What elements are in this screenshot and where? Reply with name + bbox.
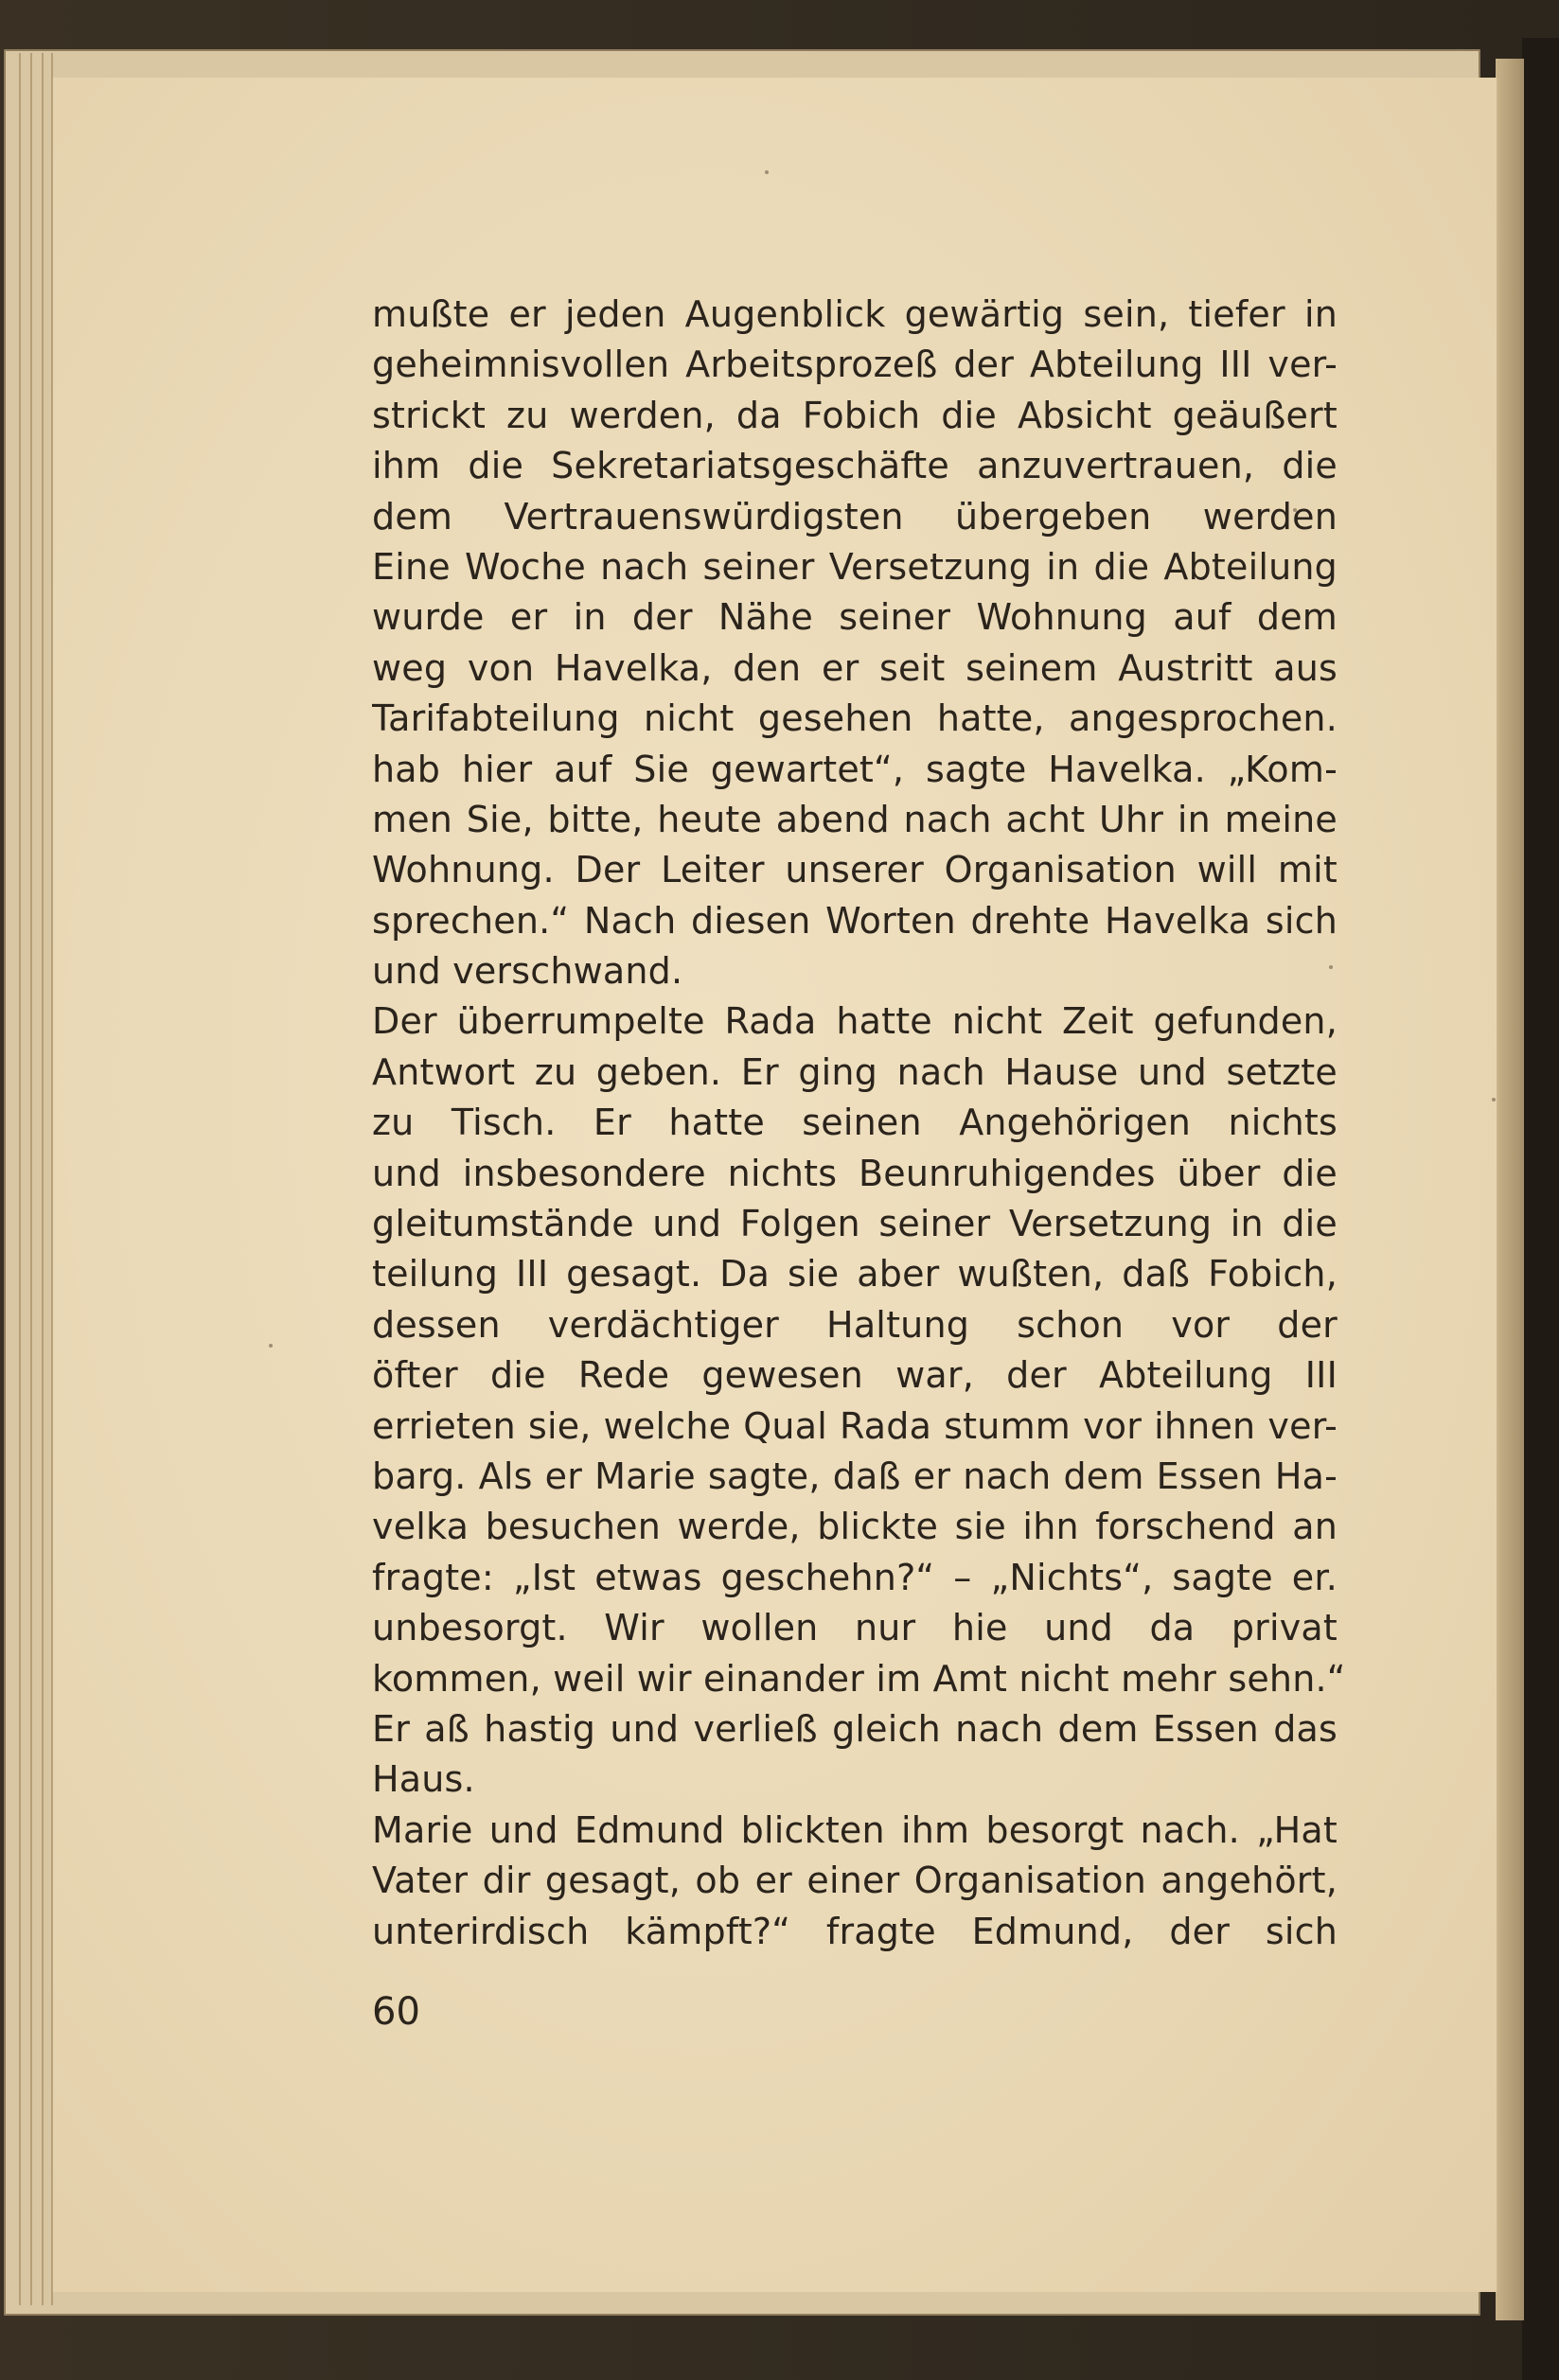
- page-right-edge: [1496, 59, 1524, 2320]
- page-edge: [42, 53, 53, 2305]
- text-line: strickt zu werden, da Fobich die Absicht geäußert: [372, 394, 1338, 436]
- text-line: fragte: „Ist etwas geschehn?“ – „Nichts“, sagte er.: [372, 1556, 1338, 1598]
- paper-speck: [765, 170, 769, 174]
- text-line: hab hier auf Sie gewartet“, sagte Havelka. „Kom-: [372, 748, 1338, 790]
- book-shadow: [1522, 38, 1559, 2380]
- text-line: Der überrumpelte Rada hatte nicht Zeit gefunden,: [372, 1000, 1338, 1043]
- text-line: wurde er in der Nähe seiner Wohnung auf dem: [372, 596, 1338, 639]
- text-line: weg von Havelka, den er seit seinem Austritt aus: [372, 646, 1338, 689]
- text-line: und verschwand.: [372, 950, 683, 993]
- text-line: Tarifabteilung nicht gesehen hatte, angesprochen.: [372, 697, 1338, 740]
- text-line: dessen verdächtiger Haltung schon vor der: [372, 1303, 1338, 1346]
- text-line: Vater dir gesagt, ob er einer Organisation angehört,: [372, 1860, 1338, 1902]
- page-edge: [21, 53, 32, 2305]
- text-line: mußte er jeden Augenblick gewärtig sein, tiefer in: [372, 293, 1338, 335]
- text-line: Antwort zu geben. Er ging nach Hause und setzte: [372, 1050, 1338, 1093]
- text-line: barg. Als er Marie sagte, daß er nach dem Essen Ha-: [372, 1454, 1338, 1497]
- text-line: und insbesondere nichts Beunruhigendes über die: [372, 1152, 1338, 1194]
- page-edge: [9, 53, 21, 2305]
- text-line: unterirdisch kämpft?“ fragte Edmund, der sich: [372, 1910, 1338, 1952]
- text-line: teilung III gesagt. Da sie aber wußten, daß Fobich,: [372, 1253, 1338, 1296]
- paper-speck: [1492, 1098, 1496, 1102]
- text-line: sprechen.“ Nach diesen Worten drehte Havelka sich: [372, 899, 1338, 942]
- text-line: errieten sie, welche Qual Rada stumm vor ihnen ver-: [372, 1404, 1338, 1447]
- text-line: geheimnisvollen Arbeitsprozeß der Abteilung III ver-: [372, 344, 1338, 386]
- text-line: Er aß hastig und verließ gleich nach dem Essen das: [372, 1707, 1338, 1750]
- text-line: men Sie, bitte, heute abend nach acht Uhr in meine: [372, 798, 1338, 840]
- paper-speck: [269, 1344, 273, 1348]
- text-line: Haus.: [372, 1758, 475, 1801]
- text-line: dem Vertrauenswürdigsten übergeben werden: [372, 495, 1338, 538]
- text-line: Wohnung. Der Leiter unserer Organisation will mit: [372, 849, 1338, 891]
- page-number: 60: [372, 1990, 420, 2034]
- text-line: kommen, weil wir einander im Amt nicht mehr sehn.“: [372, 1657, 1346, 1700]
- text-line: zu Tisch. Er hatte seinen Angehörigen nichts: [372, 1102, 1338, 1144]
- body-text: [372, 290, 1346, 1957]
- text-line: Marie und Edmund blickten ihm besorgt nach. „Hat: [372, 1808, 1338, 1851]
- text-line: gleitumstände und Folgen seiner Versetzung in die: [372, 1203, 1338, 1245]
- text-line: velka besuchen werde, blickte sie ihn forschend an: [372, 1506, 1338, 1548]
- text-line: ihm die Sekretariatsgeschäfte anzuvertrauen, die: [372, 445, 1338, 487]
- text-line: Eine Woche nach seiner Versetzung in die Abteilung: [372, 545, 1338, 588]
- text-line: öfter die Rede gewesen war, der Abteilung III: [372, 1354, 1338, 1397]
- text-line: unbesorgt. Wir wollen nur hie und da privat: [372, 1607, 1338, 1649]
